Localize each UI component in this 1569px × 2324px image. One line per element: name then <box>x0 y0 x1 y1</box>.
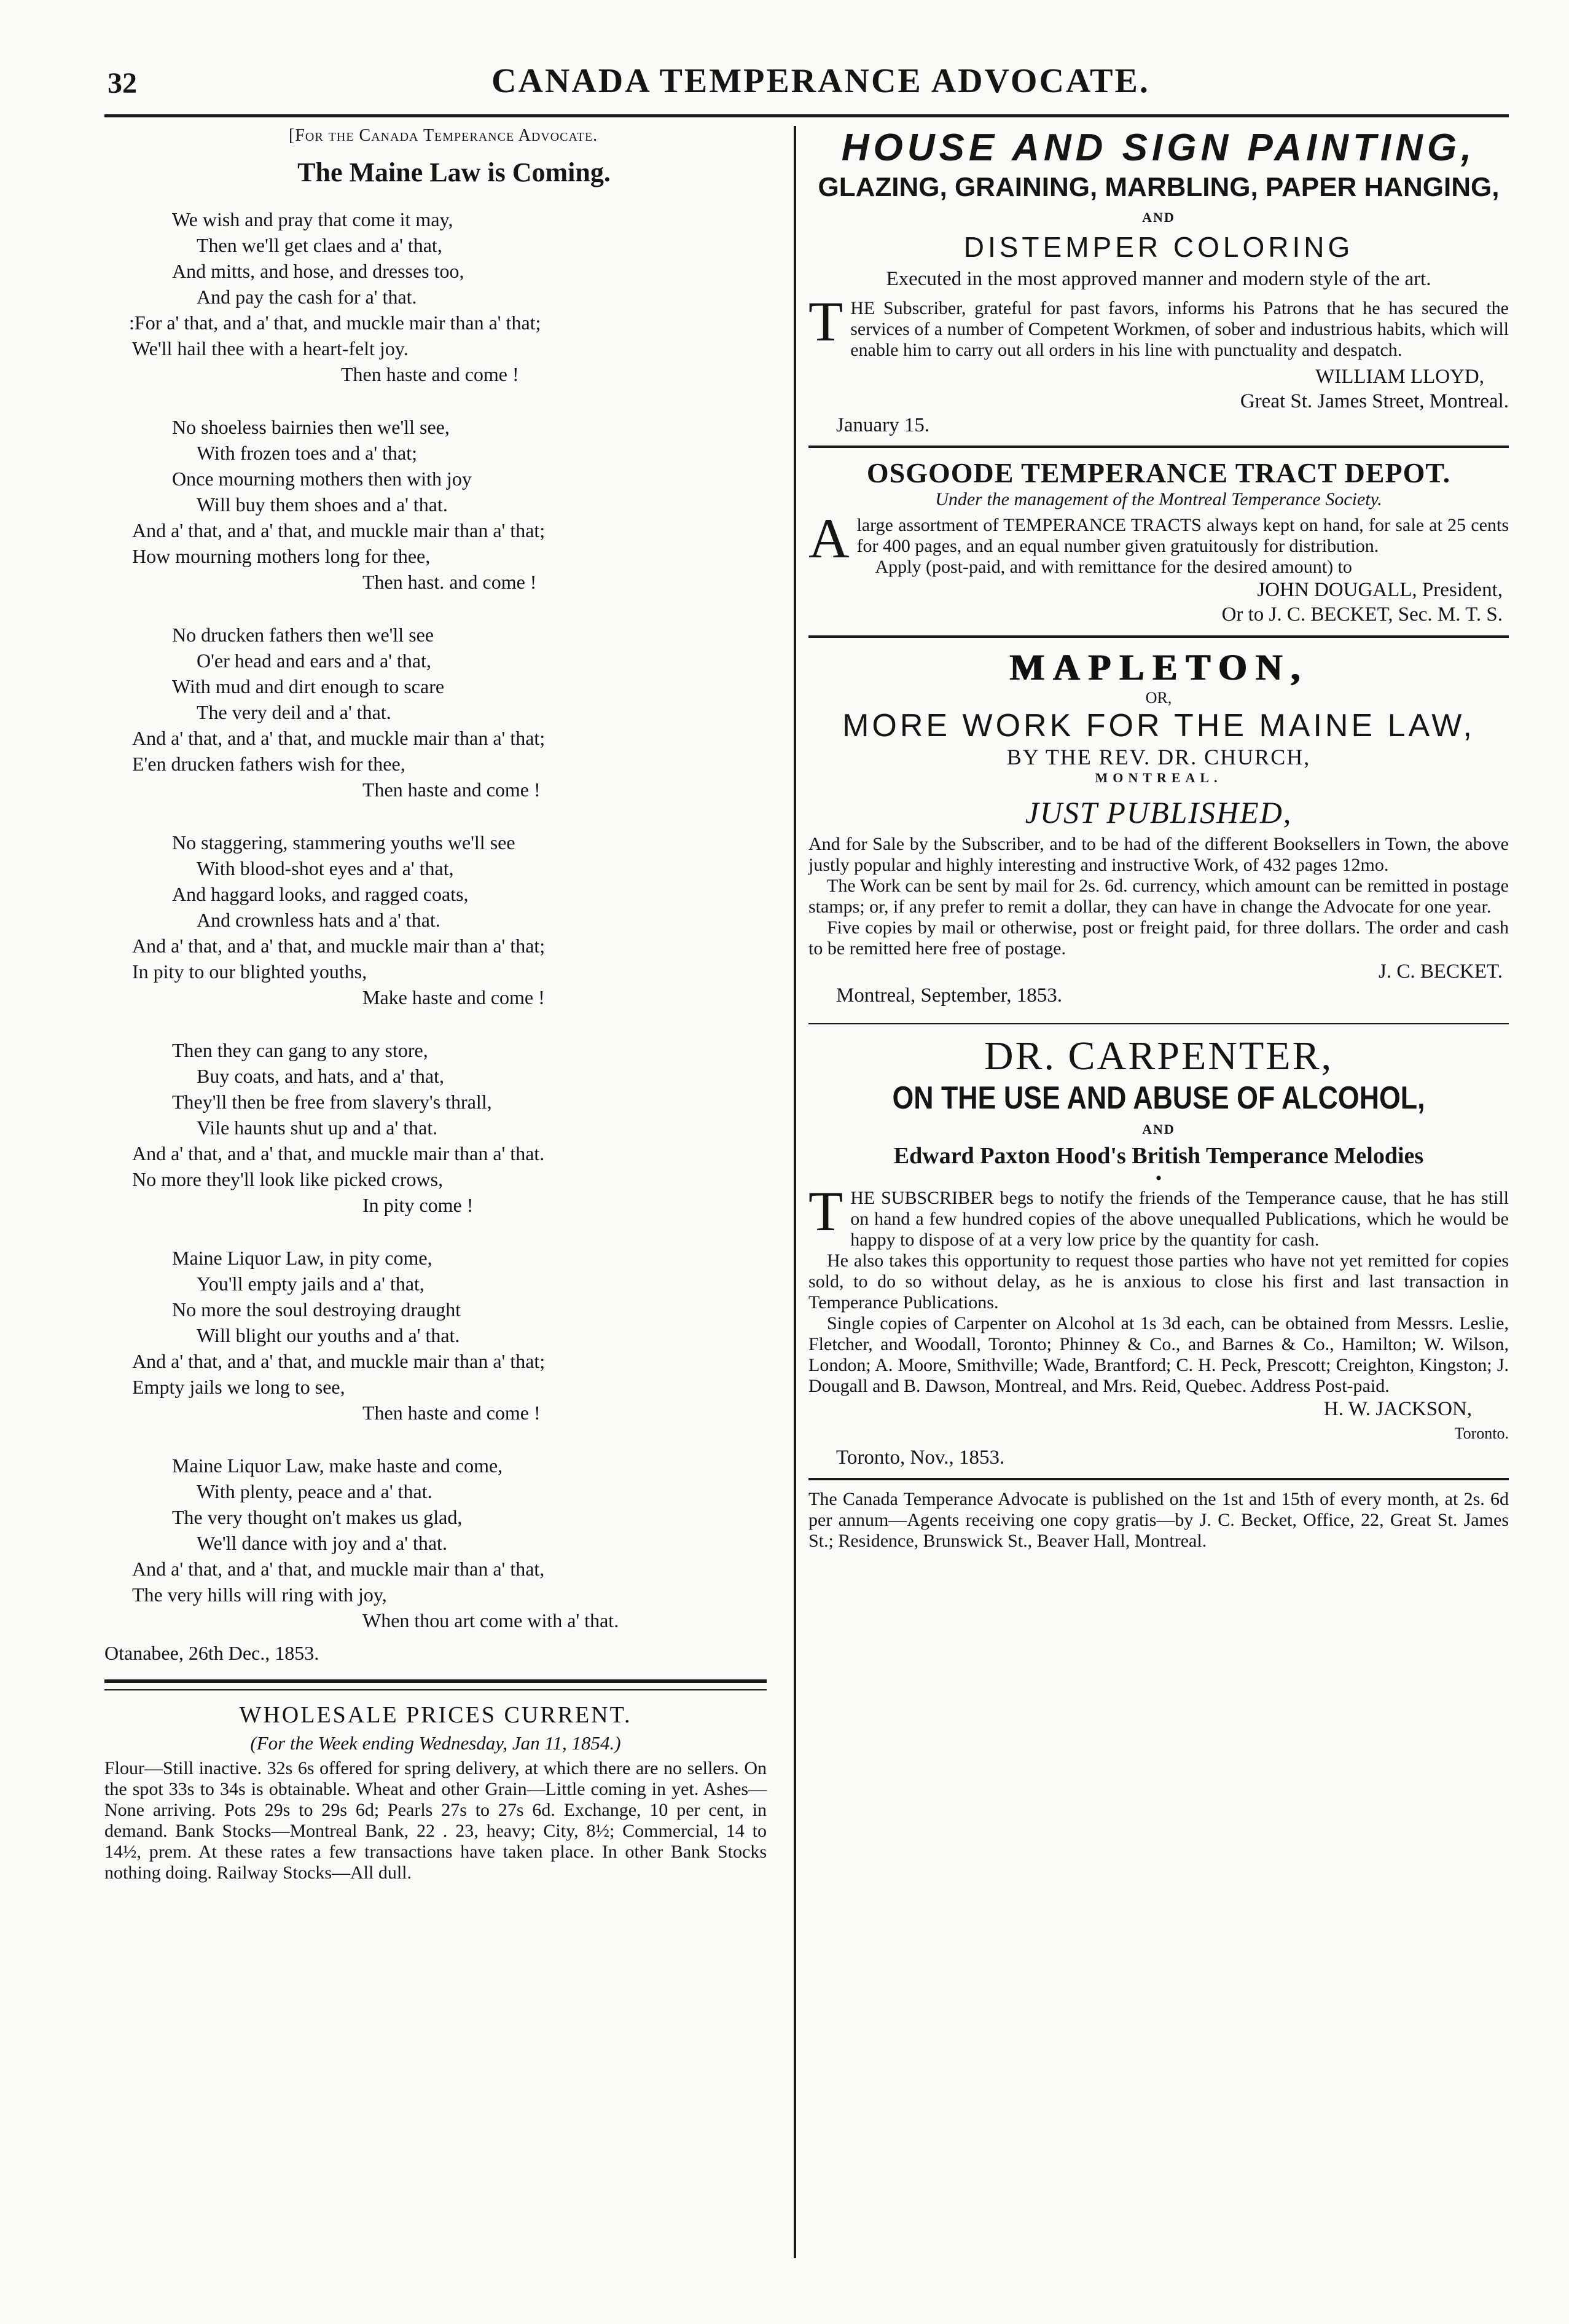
poem-line: Will buy them shoes and a' that. <box>197 493 448 516</box>
poem-line: Buy coats, and hats, and a' that, <box>197 1065 444 1087</box>
poem-line: Will blight our youths and a' that. <box>197 1324 460 1346</box>
poem-line: And a' that, and a' that, and muckle mair than a' that. <box>132 1142 545 1164</box>
poem-line: And a' that, and a' that, and muckle mair than a' that; <box>132 519 546 541</box>
painting-ad-distemper: DISTEMPER COLORING <box>963 231 1354 263</box>
poem-line: In pity to our blighted youths, <box>132 960 367 983</box>
carpenter-ad-signature: H. W. JACKSON, <box>1323 1398 1472 1420</box>
page-header <box>0 59 1569 120</box>
mapleton-ad-just-published: JUST PUBLISHED, <box>1025 795 1293 830</box>
mapleton-ad-para-1: And for Sale by the Subscriber, and to be had of the different Booksellers in Town, the above justly popular and highly interesting and instructive Work, of 432 pages 12mo. <box>808 834 1509 875</box>
poem-line: No more the soul destroying draught <box>172 1298 461 1321</box>
painting-ad-date: January 15. <box>836 414 930 436</box>
poem-line: Empty jails we long to see, <box>132 1376 345 1398</box>
painting-ad-address: Great St. James Street, Montreal. <box>1240 390 1509 412</box>
poem-title: The Maine Law is Coming. <box>297 157 611 187</box>
carpenter-ad-para-1 <box>808 1180 1509 1250</box>
poem-line: And a' that, and a' that, and muckle mair than a' that; <box>132 727 546 749</box>
section-rule <box>104 1679 767 1690</box>
poem-line: And crownless hats and a' that. <box>197 909 440 931</box>
carpenter-ad-para-2: He also takes this opportunity to request those parties who have not yet remitted for copies sold, to do so without delay, as he is anxious to close his first and last transaction in Temperance Publications. <box>808 1250 1509 1313</box>
depot-ad-text: large assortment of TEMPERANCE TRACTS always kept on hand, for sale at 25 cents for 400 pages, and an equal number given gratuitously for distribution. <box>856 515 1509 556</box>
painting-ad-subhead: GLAZING, GRAINING, MARBLING, PAPER HANGING, <box>818 172 1500 202</box>
carpenter-ad-place: Toronto. <box>1454 1424 1509 1442</box>
poem-line: No drucken fathers then we'll see <box>172 624 434 646</box>
footer-divider <box>808 1478 1509 1480</box>
mapleton-ad-place: MONTREAL. <box>1095 770 1223 785</box>
poem-line: Then we'll get claes and a' that, <box>197 234 442 256</box>
drop-cap: T <box>808 1180 843 1242</box>
poem-line: O'er head and ears and a' that, <box>197 650 432 672</box>
painting-ad-and: AND <box>1142 210 1175 225</box>
mapleton-ad-para-3: Five copies by mail or otherwise, post or freight paid, for three dollars. The order and cash to be remitted here free of postage. <box>808 917 1509 959</box>
header-rule <box>104 114 1509 117</box>
poem-line: You'll empty jails and a' that, <box>197 1273 425 1295</box>
prices-body: Flour—Still inactive. 32s 6s offered for spring delivery, at which there are no sellers. On the spot 33s to 34s is obtainable. Wheat and other Grain—Little coming in yet. Ashes—None arriving. Pots 29s to 29s 6d; Pearls 27s to 27s 6d. Exchange, 10 per cent, in demand. Bank Stocks—Montreal Bank, 22 . 23, heavy; City, 8½; Commercial, 14 to 14½, prem. At these rates a few transactions have taken place. In other Bank Stocks nothing doing. Railway Stocks—All dull. <box>104 1758 767 1883</box>
poem-line: In pity come ! <box>362 1194 474 1216</box>
depot-ad-apply: Apply (post-paid, and with remittance for the desired amount) to <box>875 557 1352 577</box>
column-divider <box>794 126 796 2258</box>
poem-line: Maine Liquor Law, in pity come, <box>172 1247 432 1269</box>
poem-line: :For a' that, and a' that, and muckle mair than a' that; <box>129 312 541 334</box>
publication-footer: The Canada Temperance Advocate is published on the 1st and 15th of every month, at 2s. 6d per annum—Agents receiving one copy gratis—by J. C. Becket, Office, 22, Great St. James St.; Residence, Brunswick St., Beaver Hall, Montreal. <box>808 1489 1509 1551</box>
poem-line: Then haste and come ! <box>362 1402 541 1424</box>
poem-line: How mourning mothers long for thee, <box>132 545 431 567</box>
mapleton-ad-date: Montreal, September, 1853. <box>836 984 1063 1007</box>
prices-subtitle: (For the Week ending Wednesday, Jan 11, 1854.) <box>250 1732 621 1754</box>
poem-line: E'en drucken fathers wish for thee, <box>132 753 405 775</box>
poem-line: With plenty, peace and a' that. <box>197 1480 432 1502</box>
poem-line: No shoeless bairnies then we'll see, <box>172 416 450 438</box>
depot-ad-signature-2: Or to J. C. BECKET, Sec. M. T. S. <box>1221 603 1503 626</box>
painting-ad-executed: Executed in the most approved manner and modern style of the art. <box>886 268 1431 290</box>
poem-line: The very thought on't makes us glad, <box>172 1506 463 1528</box>
carpenter-ad-and: AND <box>1142 1121 1175 1137</box>
poem-stanza <box>104 830 767 1010</box>
painting-ad-text: HE Subscriber, grateful for past favors, informs his Patrons that he has secured the services of a number of Competent Workmen, of sober and industrious habits, which will enable him to carry out all orders in his line with punctuality and despatch. <box>850 298 1509 360</box>
drop-cap: A <box>808 507 850 570</box>
poem-line: And a' that, and a' that, and muckle mair than a' that; <box>132 1350 546 1372</box>
poem-line: They'll then be free from slavery's thrall, <box>172 1091 492 1113</box>
poem-line: And a' that, and a' that, and muckle mair than a' that, <box>132 1558 545 1580</box>
ornament-dot: • <box>1155 1168 1162 1188</box>
poem-line: And mitts, and hose, and dresses too, <box>172 260 464 282</box>
depot-ad-title: OSGOODE TEMPERANCE TRACT DEPOT. <box>866 457 1451 489</box>
drop-cap: T <box>808 290 843 353</box>
poem-line: And a' that, and a' that, and muckle mair than a' that; <box>132 935 546 957</box>
poem-line: Then hast. and come ! <box>362 571 537 593</box>
poem-line: With blood-shot eyes and a' that, <box>197 857 454 879</box>
depot-ad-signature: JOHN DOUGALL, President, <box>1257 579 1503 601</box>
poem-line: With frozen toes and a' that; <box>197 442 418 464</box>
poem-line: No staggering, stammering youths we'll see <box>172 831 515 854</box>
mapleton-ad-title: MAPLETON, <box>1009 647 1309 688</box>
ad-divider <box>808 635 1509 638</box>
poem-stanza <box>104 622 767 803</box>
poem-stanza <box>104 1453 767 1633</box>
poem-line: Once mourning mothers then with joy <box>172 468 472 490</box>
poem-line: With mud and dirt enough to scare <box>172 675 445 697</box>
poem-line: Vile haunts shut up and a' that. <box>197 1117 438 1139</box>
poem-line: No more they'll look like picked crows, <box>132 1168 444 1190</box>
poem-line: Maine Liquor Law, make haste and come, <box>172 1454 503 1477</box>
running-title: CANADA TEMPERANCE ADVOCATE. <box>491 62 1150 100</box>
mapleton-ad-or: OR, <box>1145 689 1172 707</box>
poem-stanza <box>104 206 767 387</box>
prices-title: WHOLESALE PRICES CURRENT. <box>239 1702 632 1728</box>
mapleton-ad-subtitle: MORE WORK FOR THE MAINE LAW, <box>842 708 1475 744</box>
poem-stanza <box>104 1245 767 1426</box>
poem-line: Then they can gang to any store, <box>172 1039 428 1061</box>
painting-ad-headline: HOUSE AND SIGN PAINTING, <box>841 127 1476 169</box>
ad-divider <box>808 446 1509 448</box>
carpenter-ad-date: Toronto, Nov., 1853. <box>836 1447 1005 1469</box>
poem-line: We'll hail thee with a heart-felt joy. <box>132 337 409 359</box>
poem-line: Make haste and come ! <box>362 986 545 1008</box>
poem-stanza <box>104 1037 767 1218</box>
painting-ad-signature: WILLIAM LLOYD, <box>1315 366 1484 388</box>
mapleton-ad-para-2: The Work can be sent by mail for 2s. 6d. currency, which amount can be remitted in postage stamps; or, if any prefer to remit a dollar, they can have in change the Advocate for one year. <box>808 876 1509 917</box>
left-column <box>104 126 767 1883</box>
carpenter-ad-subtitle: ON THE USE AND ABUSE OF ALCOHOL, <box>892 1080 1425 1116</box>
carpenter-ad-hood: Edward Paxton Hood's British Temperance Melodies <box>893 1143 1424 1169</box>
poem-line: We wish and pray that come it may, <box>172 208 453 230</box>
poem-line: And pay the cash for a' that. <box>197 286 417 308</box>
carpenter-ad-para-3: Single copies of Carpenter on Alcohol at 1s 3d each, can be obtained from Messrs. Leslie, Fletcher, and Woodall, Toronto; Phinney & Co., and Barnes & Co., Hamilton; W. Wilson, London; A. Moore, Smithville; Wade, Brantford; C. H. Peck, Prescott; Creighton, Kingston; J. Dougall and B. Dawson, Montreal, and Mrs. Reid, Quebec. Address Post-paid. <box>808 1313 1509 1396</box>
poem-place-date: Otanabee, 26th Dec., 1853. <box>104 1642 319 1664</box>
poem-stanza <box>104 414 767 595</box>
mapleton-ad-signature: J. C. BECKET. <box>1379 960 1503 983</box>
poem-line: When thou art come with a' that. <box>362 1609 619 1631</box>
poem-attribution: [For the Canada Temperance Advocate. <box>289 126 598 145</box>
poem-line: The very deil and a' that. <box>197 701 391 723</box>
page-number: 32 <box>108 67 137 100</box>
poem-line: Then haste and come ! <box>341 363 519 385</box>
carpenter-ad-text: HE SUBSCRIBER begs to notify the friends of the Temperance cause, that he has still on hand a few hundred copies of the above unequalled Publications, which he would be happy to dispose of at a very low price by the quantity for cash. <box>850 1188 1509 1250</box>
depot-ad-subtitle: Under the management of the Montreal Temperance Society. <box>935 489 1382 509</box>
mapleton-ad-byline: BY THE REV. DR. CHURCH, <box>1006 745 1311 769</box>
poem-line: Then haste and come ! <box>362 779 541 801</box>
poem-line: We'll dance with joy and a' that. <box>197 1532 447 1554</box>
poem-line: And haggard looks, and ragged coats, <box>172 883 469 905</box>
poem-line: The very hills will ring with joy, <box>132 1584 387 1606</box>
ad-divider <box>808 1023 1509 1024</box>
carpenter-ad-title: DR. CARPENTER, <box>984 1034 1334 1078</box>
painting-ad-body <box>808 290 1509 361</box>
right-column <box>808 126 1509 1552</box>
